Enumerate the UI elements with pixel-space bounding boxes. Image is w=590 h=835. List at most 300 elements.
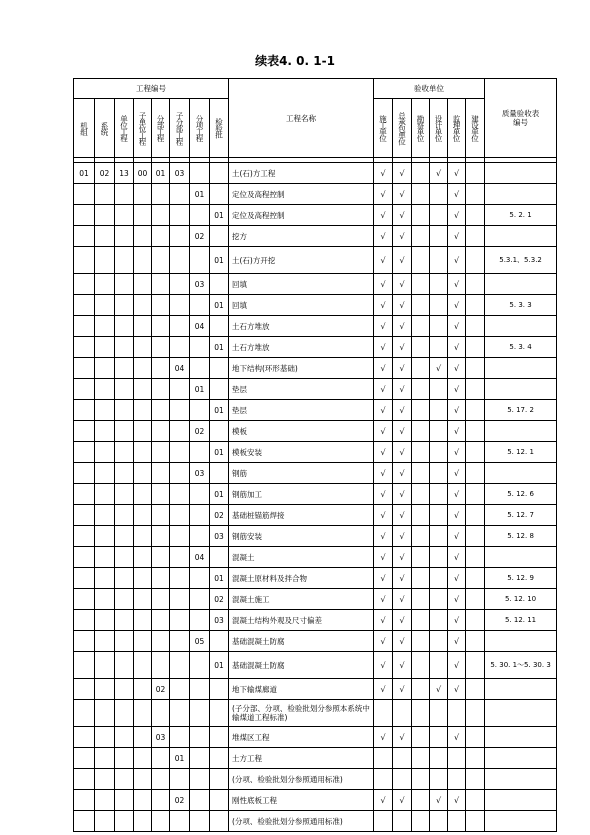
form-number-cell: 5. 30. 1～5. 30. 3 (485, 652, 557, 679)
code-cell (134, 379, 152, 400)
check-cell: √ (374, 295, 393, 316)
check-cell (466, 679, 485, 700)
code-cell (74, 463, 95, 484)
code-cell (190, 337, 210, 358)
code-cell (74, 247, 95, 274)
code-cell (134, 700, 152, 727)
code-cell (74, 811, 95, 832)
code-cell: 01 (210, 442, 229, 463)
code-cell (95, 610, 115, 631)
header-code-col: 单位工程 (115, 99, 134, 158)
code-cell (170, 226, 190, 247)
check-cell (374, 700, 393, 727)
table-row (74, 568, 557, 589)
check-cell (466, 358, 485, 379)
code-cell (210, 727, 229, 748)
table-row (74, 727, 557, 748)
check-cell (393, 811, 412, 832)
code-cell (115, 790, 134, 811)
code-cell (170, 337, 190, 358)
code-cell (74, 400, 95, 421)
project-name-cell: 土方工程 (229, 748, 374, 769)
code-cell (115, 631, 134, 652)
code-cell (134, 679, 152, 700)
table-row (74, 631, 557, 652)
check-cell: √ (448, 358, 466, 379)
code-cell (170, 295, 190, 316)
check-cell: √ (393, 247, 412, 274)
code-cell (210, 274, 229, 295)
code-cell (210, 316, 229, 337)
code-cell: 03 (210, 526, 229, 547)
check-cell: √ (393, 316, 412, 337)
check-cell (448, 748, 466, 769)
code-cell (74, 700, 95, 727)
check-cell: √ (448, 547, 466, 568)
check-cell: √ (448, 295, 466, 316)
check-cell (412, 484, 430, 505)
check-cell (466, 568, 485, 589)
form-number-cell (485, 163, 557, 184)
code-cell (134, 295, 152, 316)
check-cell (466, 226, 485, 247)
code-cell (152, 484, 170, 505)
code-cell (74, 526, 95, 547)
code-cell (210, 811, 229, 832)
code-cell (115, 484, 134, 505)
code-cell (152, 295, 170, 316)
check-cell (430, 526, 448, 547)
code-cell (152, 526, 170, 547)
code-cell: 03 (190, 274, 210, 295)
code-cell (95, 811, 115, 832)
project-name-cell: 模板 (229, 421, 374, 442)
check-cell: √ (393, 790, 412, 811)
code-cell (152, 247, 170, 274)
check-cell (466, 631, 485, 652)
check-cell (412, 631, 430, 652)
code-cell (95, 421, 115, 442)
project-name-cell: 混凝土 (229, 547, 374, 568)
code-cell: 01 (210, 205, 229, 226)
check-cell: √ (374, 568, 393, 589)
check-cell: √ (374, 589, 393, 610)
code-cell (115, 379, 134, 400)
project-name-cell: 钢筋加工 (229, 484, 374, 505)
table-row (74, 274, 557, 295)
code-cell: 05 (190, 631, 210, 652)
check-cell: √ (448, 316, 466, 337)
check-cell: √ (448, 400, 466, 421)
code-cell (190, 589, 210, 610)
check-cell: √ (374, 379, 393, 400)
check-cell (430, 316, 448, 337)
code-cell (170, 184, 190, 205)
code-cell (190, 727, 210, 748)
check-cell (412, 748, 430, 769)
code-cell (170, 526, 190, 547)
code-cell (74, 316, 95, 337)
project-name-cell: 垫层 (229, 400, 374, 421)
code-cell (74, 484, 95, 505)
code-cell (115, 184, 134, 205)
code-cell (152, 442, 170, 463)
check-cell (466, 484, 485, 505)
code-cell (134, 247, 152, 274)
check-cell: √ (374, 463, 393, 484)
code-cell (95, 748, 115, 769)
code-cell (115, 568, 134, 589)
code-cell (170, 769, 190, 790)
code-cell: 02 (210, 505, 229, 526)
table-row (74, 184, 557, 205)
check-cell (466, 769, 485, 790)
code-cell (95, 358, 115, 379)
code-cell (74, 652, 95, 679)
code-cell (134, 400, 152, 421)
code-cell (95, 184, 115, 205)
header-project-name: 工程名称 (229, 79, 374, 158)
form-number-cell: 5.3.1、5.3.2 (485, 247, 557, 274)
check-cell: √ (448, 247, 466, 274)
code-cell (115, 442, 134, 463)
check-cell (466, 505, 485, 526)
check-cell (448, 811, 466, 832)
check-cell: √ (448, 379, 466, 400)
check-cell (466, 748, 485, 769)
check-cell (466, 337, 485, 358)
project-name-cell: 定位及高程控制 (229, 205, 374, 226)
code-cell: 01 (210, 295, 229, 316)
code-cell (152, 811, 170, 832)
check-cell (412, 727, 430, 748)
code-cell (134, 610, 152, 631)
check-cell: √ (374, 163, 393, 184)
header-form-number: 质量验收表编号 (485, 79, 557, 158)
code-cell (115, 295, 134, 316)
check-cell (430, 442, 448, 463)
header-code-col: 子单位工程 (134, 99, 152, 158)
check-cell: √ (393, 547, 412, 568)
code-cell (210, 184, 229, 205)
check-cell (412, 421, 430, 442)
check-cell: √ (393, 205, 412, 226)
form-number-cell (485, 727, 557, 748)
check-cell: √ (393, 484, 412, 505)
code-cell (95, 547, 115, 568)
code-cell: 01 (190, 184, 210, 205)
check-cell: √ (374, 505, 393, 526)
project-name-cell: 地下结构(环形基础) (229, 358, 374, 379)
code-cell (170, 610, 190, 631)
check-cell: √ (374, 400, 393, 421)
form-number-cell (485, 811, 557, 832)
code-cell (74, 184, 95, 205)
code-cell (170, 547, 190, 568)
check-cell: √ (374, 727, 393, 748)
project-name-cell: 基础桩锚筋焊接 (229, 505, 374, 526)
code-cell (95, 769, 115, 790)
code-cell (152, 205, 170, 226)
form-number-cell (485, 421, 557, 442)
check-cell (430, 505, 448, 526)
code-cell (134, 547, 152, 568)
check-cell (466, 205, 485, 226)
check-cell: √ (393, 631, 412, 652)
code-cell (74, 274, 95, 295)
code-cell (152, 769, 170, 790)
check-cell (466, 790, 485, 811)
check-cell (430, 379, 448, 400)
code-cell (190, 700, 210, 727)
code-cell (95, 247, 115, 274)
check-cell: √ (393, 274, 412, 295)
check-cell (466, 526, 485, 547)
code-cell (190, 568, 210, 589)
check-cell (466, 379, 485, 400)
table-row (74, 358, 557, 379)
form-number-cell (485, 316, 557, 337)
check-cell: √ (448, 226, 466, 247)
check-cell (412, 526, 430, 547)
form-number-cell: 5. 3. 4 (485, 337, 557, 358)
table-row (74, 337, 557, 358)
code-cell (152, 379, 170, 400)
code-cell: 03 (152, 727, 170, 748)
code-cell (74, 589, 95, 610)
check-cell (430, 247, 448, 274)
code-cell (170, 727, 190, 748)
header-code-col: 检验批 (210, 99, 229, 158)
table-row (74, 484, 557, 505)
code-cell (152, 274, 170, 295)
code-cell (170, 811, 190, 832)
check-cell (412, 358, 430, 379)
code-cell: 01 (152, 163, 170, 184)
project-name-cell: 土石方堆放 (229, 337, 374, 358)
check-cell (466, 652, 485, 679)
code-cell (134, 790, 152, 811)
check-cell: √ (430, 358, 448, 379)
check-cell: √ (374, 205, 393, 226)
code-cell: 01 (74, 163, 95, 184)
form-number-cell: 5. 12. 8 (485, 526, 557, 547)
check-cell (448, 700, 466, 727)
check-cell: √ (448, 337, 466, 358)
check-cell (412, 463, 430, 484)
project-name-cell: 混凝土结构外观及尺寸偏差 (229, 610, 374, 631)
code-cell (152, 316, 170, 337)
project-name-cell: 刚性底板工程 (229, 790, 374, 811)
project-name-cell: 挖方 (229, 226, 374, 247)
code-cell (210, 631, 229, 652)
code-cell (134, 727, 152, 748)
check-cell: √ (374, 442, 393, 463)
code-cell (210, 358, 229, 379)
check-cell: √ (448, 274, 466, 295)
project-name-cell: (分项、检验批划分参照通用标准) (229, 811, 374, 832)
form-number-cell: 5. 12. 11 (485, 610, 557, 631)
form-number-cell: 5. 12. 6 (485, 484, 557, 505)
code-cell (74, 421, 95, 442)
form-number-cell: 5. 12. 7 (485, 505, 557, 526)
code-cell (170, 274, 190, 295)
header-code-col: 分部工程 (152, 99, 170, 158)
table-row (74, 295, 557, 316)
code-cell: 01 (210, 568, 229, 589)
code-cell (210, 547, 229, 568)
code-cell (190, 610, 210, 631)
check-cell (412, 226, 430, 247)
check-cell: √ (374, 484, 393, 505)
check-cell: √ (374, 790, 393, 811)
table-row (74, 316, 557, 337)
check-cell (466, 589, 485, 610)
header-unit-col: 设计单位 (430, 99, 448, 158)
check-cell (430, 769, 448, 790)
code-cell (190, 811, 210, 832)
check-cell: √ (374, 274, 393, 295)
check-cell (466, 700, 485, 727)
check-cell (393, 769, 412, 790)
check-cell: √ (393, 337, 412, 358)
check-cell (430, 295, 448, 316)
code-cell (74, 337, 95, 358)
project-name-cell: 回填 (229, 274, 374, 295)
check-cell: √ (393, 295, 412, 316)
check-cell: √ (393, 379, 412, 400)
code-cell (152, 421, 170, 442)
code-cell (190, 679, 210, 700)
acceptance-table (73, 78, 557, 832)
check-cell (412, 184, 430, 205)
code-cell (134, 811, 152, 832)
form-number-cell (485, 226, 557, 247)
form-number-cell (485, 769, 557, 790)
code-cell (170, 316, 190, 337)
check-cell: √ (374, 226, 393, 247)
code-cell (74, 568, 95, 589)
table-row (74, 547, 557, 568)
code-cell (210, 421, 229, 442)
check-cell (430, 811, 448, 832)
code-cell (190, 247, 210, 274)
check-cell (430, 700, 448, 727)
check-cell: √ (430, 163, 448, 184)
check-cell (466, 184, 485, 205)
code-cell (115, 679, 134, 700)
check-cell: √ (393, 421, 412, 442)
check-cell (430, 568, 448, 589)
code-cell (152, 184, 170, 205)
check-cell (430, 589, 448, 610)
project-name-cell: 钢筋 (229, 463, 374, 484)
code-cell (190, 505, 210, 526)
check-cell (466, 442, 485, 463)
code-cell (95, 400, 115, 421)
project-name-cell: 土(石)方开挖 (229, 247, 374, 274)
check-cell (412, 505, 430, 526)
check-cell: √ (448, 442, 466, 463)
table-row (74, 811, 557, 832)
check-cell (412, 295, 430, 316)
code-cell (74, 226, 95, 247)
check-cell: √ (374, 652, 393, 679)
project-name-cell: 定位及高程控制 (229, 184, 374, 205)
check-cell (466, 316, 485, 337)
check-cell (466, 463, 485, 484)
code-cell (134, 589, 152, 610)
check-cell: √ (393, 226, 412, 247)
table-row (74, 463, 557, 484)
table-row (74, 379, 557, 400)
header-unit-col: 勘察单位 (412, 99, 430, 158)
code-cell (170, 484, 190, 505)
check-cell: √ (448, 790, 466, 811)
code-cell (134, 226, 152, 247)
code-cell (95, 526, 115, 547)
check-cell (448, 769, 466, 790)
check-cell (412, 811, 430, 832)
check-cell (466, 727, 485, 748)
project-name-cell: 基础混凝土防腐 (229, 631, 374, 652)
form-number-cell: 5. 2. 1 (485, 205, 557, 226)
code-cell (115, 316, 134, 337)
code-cell (95, 790, 115, 811)
project-name-cell: 模板安装 (229, 442, 374, 463)
form-number-cell (485, 700, 557, 727)
project-name-cell: 地下输煤廊道 (229, 679, 374, 700)
header-unit-col: 总承包单位 (393, 99, 412, 158)
code-cell (190, 790, 210, 811)
code-cell (95, 589, 115, 610)
code-cell: 01 (190, 379, 210, 400)
form-number-cell (485, 184, 557, 205)
check-cell: √ (374, 679, 393, 700)
code-cell (115, 247, 134, 274)
check-cell (466, 274, 485, 295)
code-cell (115, 610, 134, 631)
check-cell: √ (374, 247, 393, 274)
code-cell (134, 205, 152, 226)
code-cell (95, 484, 115, 505)
form-number-cell (485, 358, 557, 379)
code-cell: 01 (210, 247, 229, 274)
code-cell (115, 274, 134, 295)
table-row (74, 589, 557, 610)
check-cell: √ (374, 316, 393, 337)
form-number-cell (485, 679, 557, 700)
check-cell: √ (374, 631, 393, 652)
code-cell (115, 547, 134, 568)
check-cell (393, 700, 412, 727)
header-code-col: 分项工程 (190, 99, 210, 158)
header-unit-col: 施工单位 (374, 99, 393, 158)
code-cell (190, 205, 210, 226)
check-cell: √ (393, 652, 412, 679)
code-cell (115, 463, 134, 484)
check-cell: √ (448, 589, 466, 610)
code-cell (134, 652, 152, 679)
check-cell: √ (393, 163, 412, 184)
check-cell (412, 247, 430, 274)
table-row (74, 442, 557, 463)
code-cell: 13 (115, 163, 134, 184)
check-cell: √ (393, 589, 412, 610)
code-cell: 01 (210, 337, 229, 358)
code-cell (134, 442, 152, 463)
check-cell: √ (393, 568, 412, 589)
